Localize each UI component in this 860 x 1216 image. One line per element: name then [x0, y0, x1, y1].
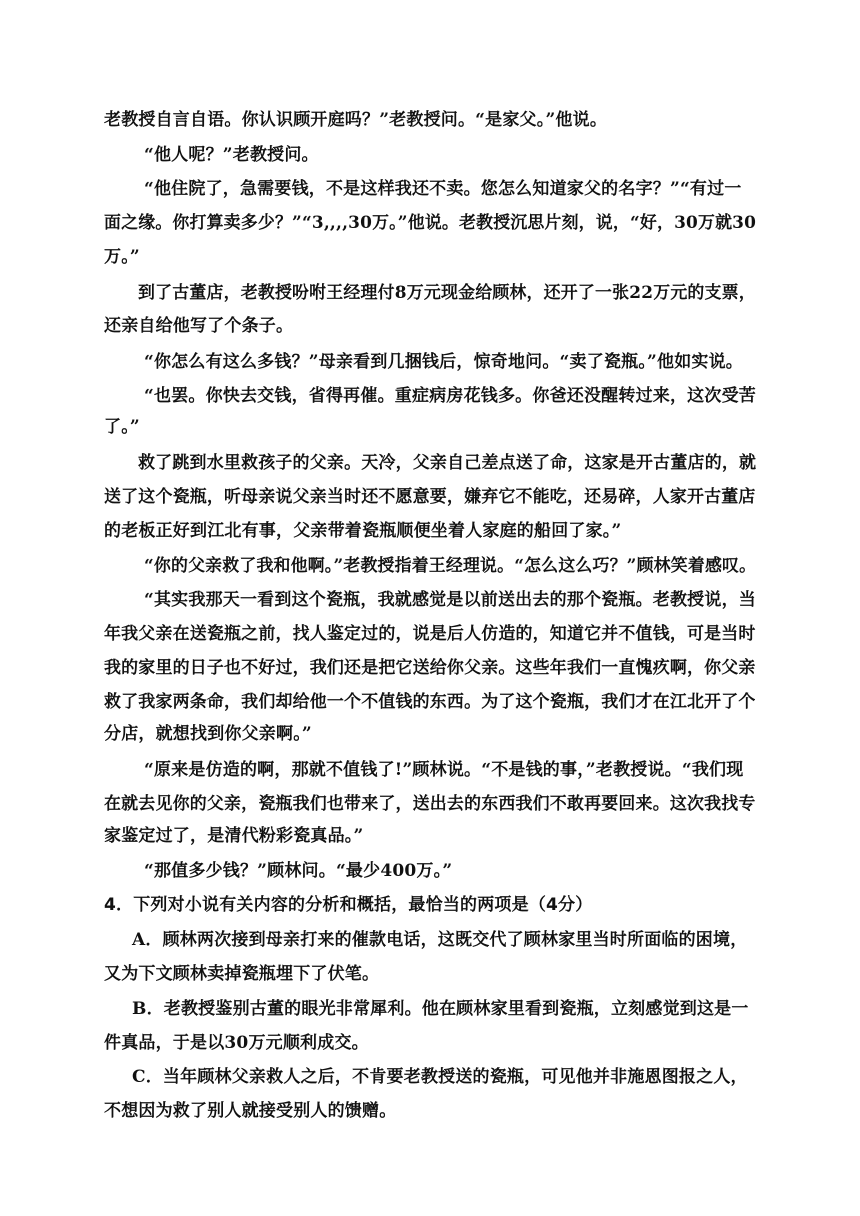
text-line: “他住院了，急需要钱，不是这样我还不卖。您怎么知道家父的名字？”“有过一 [144, 179, 742, 199]
question-4-stem: 4．下列对小说有关内容的分析和概括，最恰当的两项是（4分） [104, 895, 593, 915]
text-line: 我的家里的日子也不好过，我们还是把它送给你父亲。这些年我们一直愧疚啊，你父亲 [104, 658, 756, 678]
text-line: “你怎么有这么多钱？”母亲看到几捆钱后，惊奇地问。“卖了瓷瓶。”他如实说。 [144, 352, 744, 372]
option-b-line-1: B．老教授鉴别古董的眼光非常犀利。他在顾林家里看到瓷瓶，立刻感觉到这是一 [132, 999, 749, 1019]
text-line: 救了跳到水里救孩子的父亲。天冷，父亲自己差点送了命，这家是开古董店的，就 [138, 453, 757, 473]
text-line: 家鉴定过了，是清代粉彩瓷真品。” [104, 826, 364, 846]
text-line: 的老板正好到江北有事，父亲带着瓷瓶顺便坐着人家庭的船回了家。” [104, 521, 622, 541]
text-line: 万。” [104, 247, 140, 267]
text-line: 到了古董店，老教授吩咐王经理付8万元现金给顾林，还开了一张22万元的支票， [138, 283, 756, 303]
text-line: 还亲自给他写了个条子。 [104, 316, 294, 336]
text-line: “那值多少钱？”顾林问。“最少400万。” [144, 861, 453, 881]
option-c-line-1: C．当年顾林父亲救人之后，不肯要老教授送的瓷瓶，可见他并非施恩图报之人， [132, 1067, 748, 1087]
text-line: “他人呢？”老教授问。 [144, 145, 319, 165]
text-line: 分店，就想找到你父亲啊。” [104, 724, 312, 744]
text-line: 面之缘。你打算卖多少？”“3,,,,30万。”他说。老教授沉思片刻，说，“好，30万就30 [104, 213, 757, 233]
option-a-line-1: A．顾林两次接到母亲打来的催款电话，这既交代了顾林家里当时所面临的困境， [132, 930, 748, 950]
option-b-line-2: 件真品，于是以30万元顺利成交。 [104, 1033, 369, 1053]
text-line: 年我父亲在送瓷瓶之前，找人鉴定过的，说是后人仿造的，知道它并不值钱，可是当时 [104, 624, 756, 644]
option-c-line-2: 不想因为救了别人就接受别人的馈赠。 [104, 1101, 397, 1121]
text-line: “其实我那天一看到这个瓷瓶，我就感觉是以前送出去的那个瓷瓶。老教授说，当 [144, 590, 756, 610]
text-line: “也罢。你快去交钱，省得再催。重症病房花钱多。你爸还没醒转过来，这次受苦 [144, 386, 756, 406]
text-line: 在就去见你的父亲，瓷瓶我们也带来了，送出去的东西我们不敢再要回来。这次我找专 [104, 794, 756, 814]
text-line: 送了这个瓷瓶，听母亲说父亲当时还不愿意要，嫌弃它不能吃，还易碎，人家开古董店 [104, 487, 756, 507]
text-line: 救了我家两条命，我们却给他一个不值钱的东西。为了这个瓷瓶，我们才在江北开了个 [104, 692, 756, 712]
text-line: “原来是仿造的啊，那就不值钱了!”顾林说。“不是钱的事，”老教授说。“我们现 [144, 760, 744, 780]
text-line: “你的父亲救了我和他啊。”老教授指着王经理说。“怎么这么巧？”顾林笑着感叹。 [144, 556, 757, 576]
text-line: 老教授自言自语。你认识顾开庭吗？”老教授问。“是家父。”他说。 [104, 110, 608, 130]
option-a-line-2: 又为下文顾林卖掉瓷瓶埋下了伏笔。 [104, 964, 380, 984]
text-line: 了。” [104, 417, 140, 437]
